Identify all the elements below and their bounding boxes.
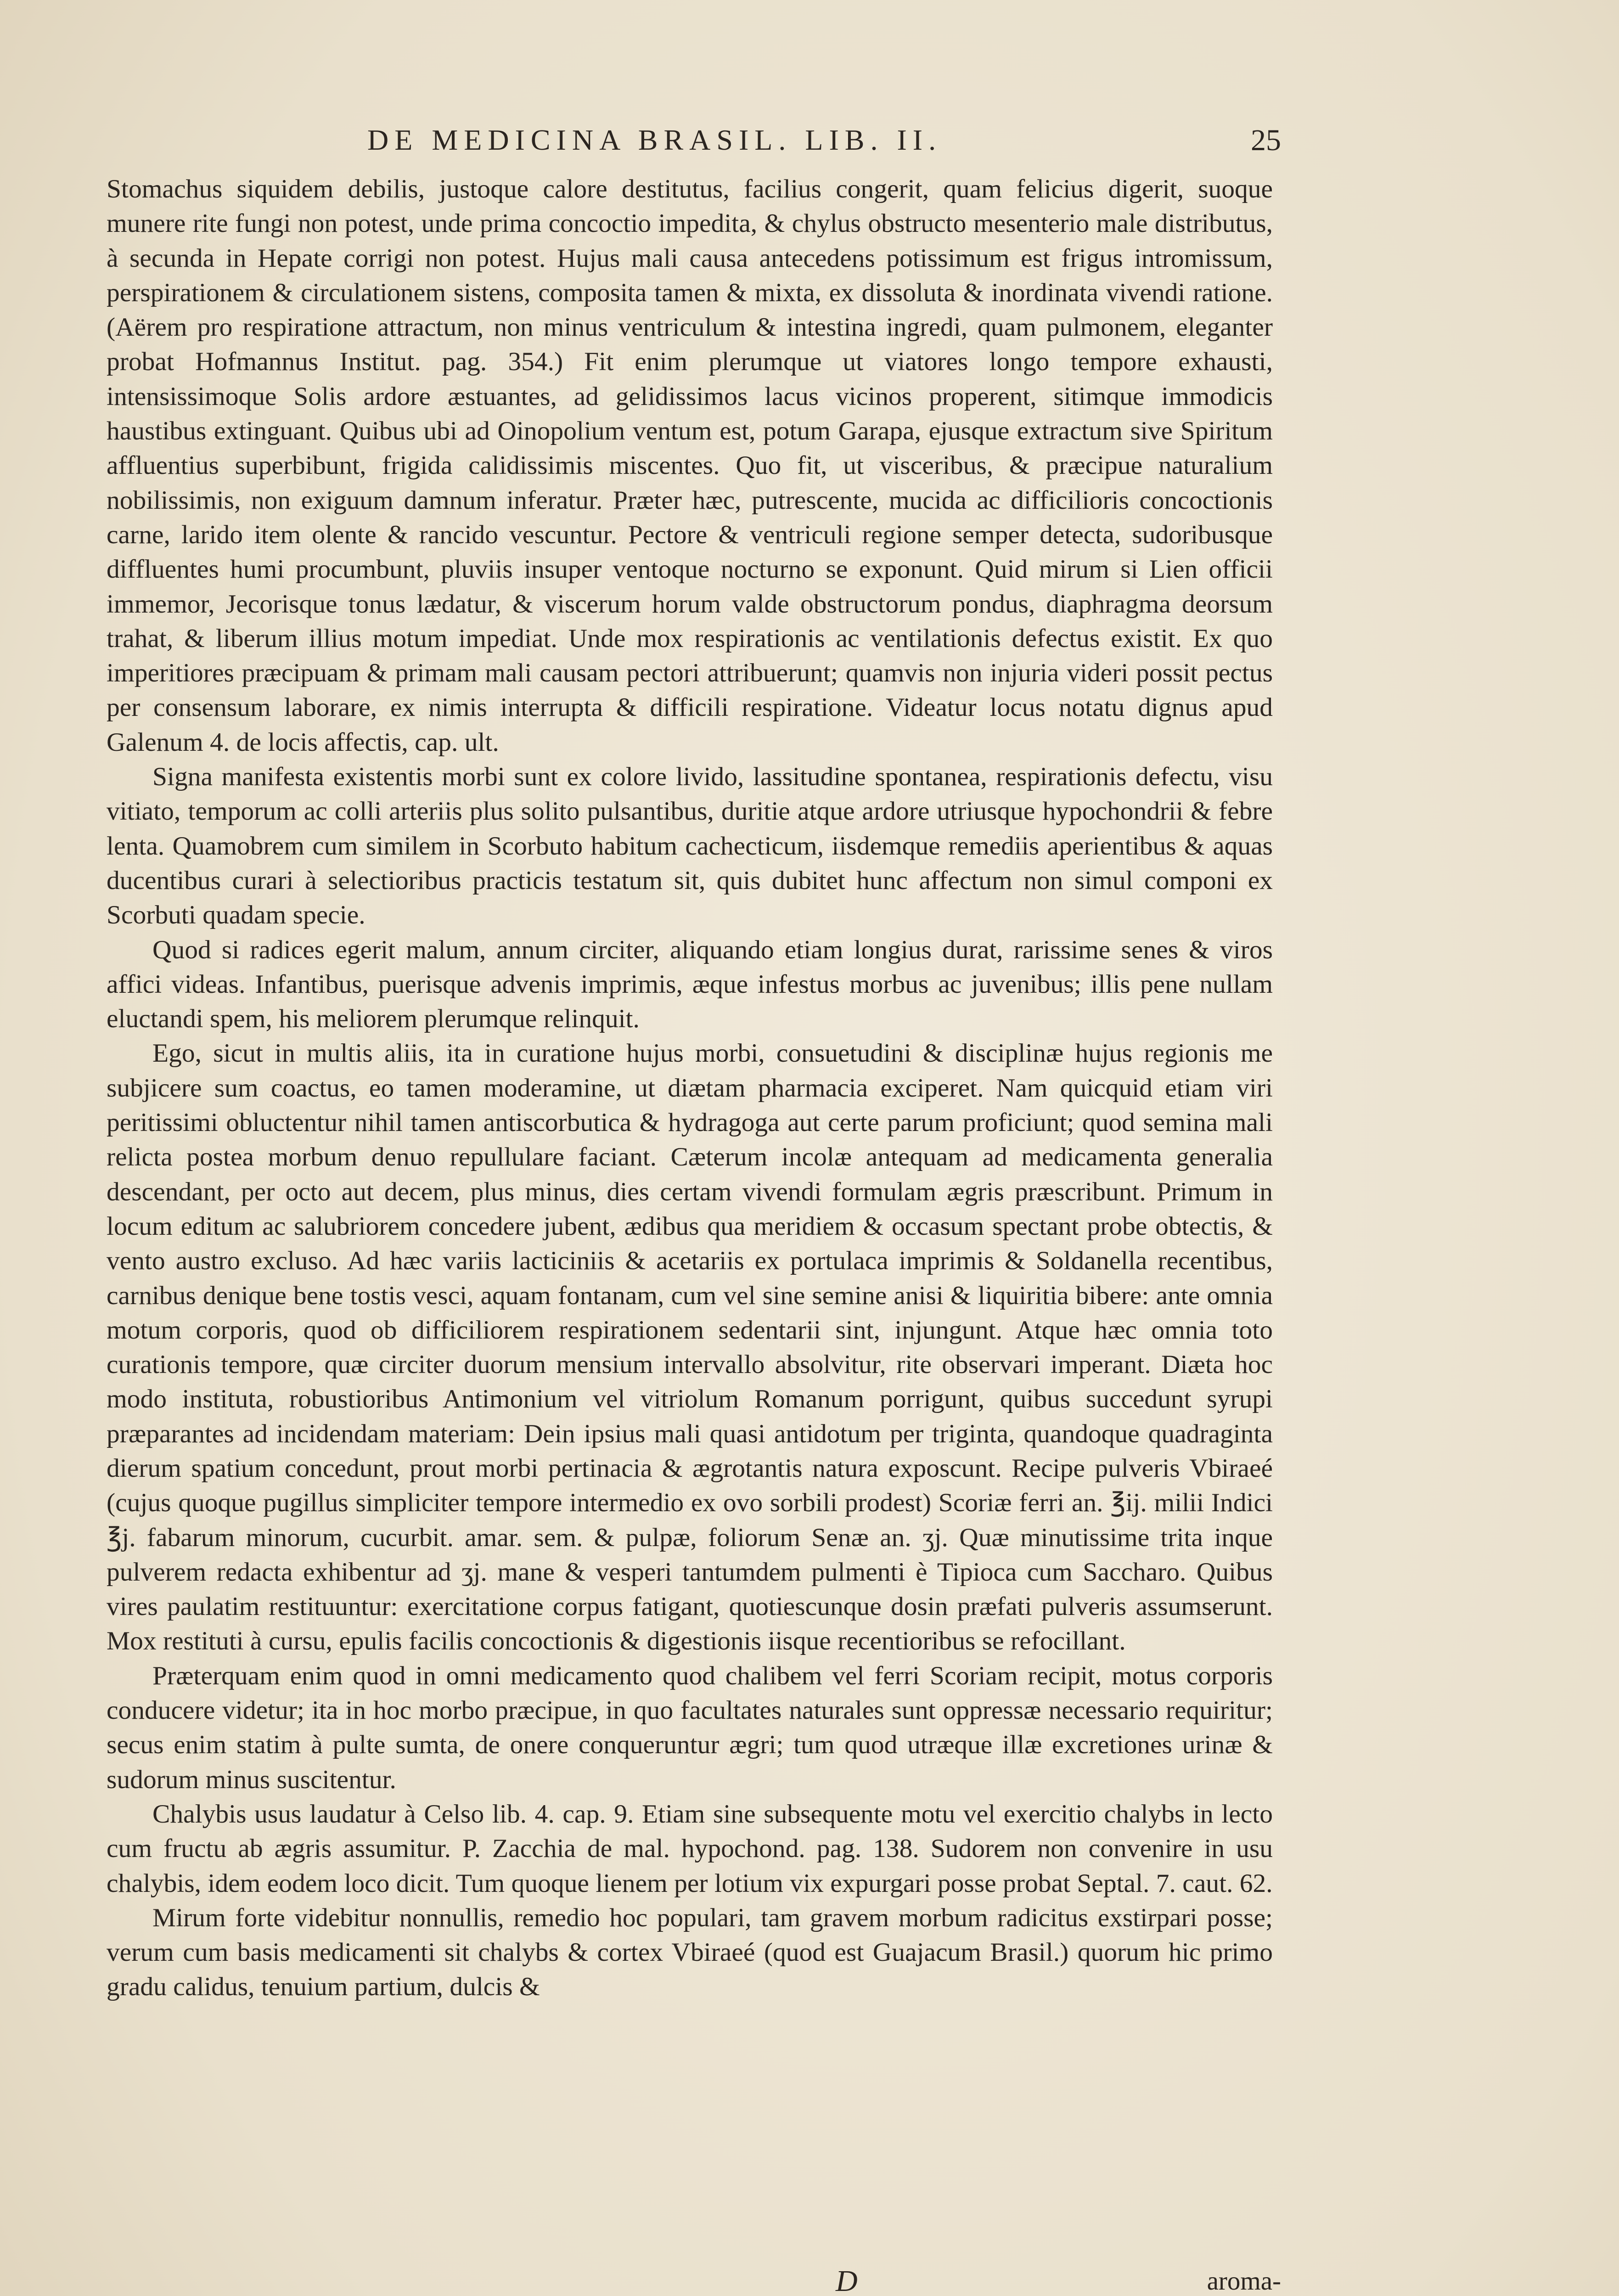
page-number: 25 bbox=[1251, 124, 1281, 157]
paragraph: Quod si radices egerit malum, annum circiter, aliquando etiam longius durat, rarissime senes & viros affici videas. Infantibus, puerisque advenis imprimis, æque infestus morbus ac juvenibus; illis pene nullam eluctandi spem, his meliorem plerumque relinquit. bbox=[107, 935, 1273, 1034]
running-head: DE MEDICINA BRASIL. LIB. II. bbox=[367, 124, 942, 156]
body-text bbox=[107, 172, 1273, 2004]
catchword: aroma- bbox=[1207, 2267, 1281, 2296]
paragraph: Chalybis usus laudatur à Celso lib. 4. cap. 9. Etiam sine subsequente motu vel exercitio chalybs in lecto cum fructu ab ægris assumitur. P. Zacchia de mal. hypochond. pag. 138. Sudorem non convenire in usu chalybis, idem eodem loco dicit. Tum quoque lienem per lotium vix expurgari posse probat Septal. 7. caut. 62. bbox=[107, 1799, 1273, 1898]
signature-mark: D bbox=[836, 2264, 858, 2296]
paragraph: Præterquam enim quod in omni medicamento quod chalibem vel ferri Scoriam recipit, motus corporis conducere videtur; ita in hoc morbo præcipue, in quo facultates naturales sunt oppressæ necessario requiritur; secus enim statim à pulte sumta, de onere conqueruntur ægri; tum quod utræque illæ excretiones urinæ & sudorum minus suscitentur. bbox=[107, 1661, 1273, 1794]
paragraph: Signa manifesta existentis morbi sunt ex colore livido, lassitudine spontanea, respirationis defectu, visu vitiato, temporum ac colli arteriis plus solito pulsantibus, duritie atque ardore utriusque hypochondrii & febre lenta. Quamobrem cum similem in Scorbuto habitum cachecticum, iisdemque remediis aperientibus & aquas ducentibus curari à selectioribus practicis testatum sit, quis dubitet hunc affectum non simul componi ex Scorbuti quadam specie. bbox=[107, 762, 1273, 930]
paragraph: Ego, sicut in multis aliis, ita in curatione hujus morbi, consuetudini & disciplinæ hujus regionis me subjicere sum coactus, eo tamen moderamine, ut diætam pharmacia exciperet. Nam quicquid etiam viri peritissimi obluctentur nihil tamen antiscorbutica & hydragoga aut certe parum proficiunt; quod semina mali relicta postea morbum denuo repullulare faciant. Cæterum incolæ antequam ad medicamenta generalia descendant, per octo aut decem, plus minus, dies certam vivendi formulam ægris præscribunt. Primum in locum editum ac salubriorem concedere jubent, ædibus qua meridiem & occasum spectant probe obtectis, & vento austro excluso. Ad hæc variis lacticiniis & acetariis ex portulaca imprimis & Soldanella recentibus, carnibus denique bene tostis vesci, aquam fontanam, cum vel sine semine anisi & liquiritia bibere: ante omnia motum corporis, quod ob difficiliorem respirationem sedentarii sint, injungunt. Atque hæc omnia toto curationis tempore, quæ circiter duorum mensium intervallo absolvitur, rite observari imperant. Diæta hoc modo instituta, robustioribus Antimonium vel vitriolum Romanum porrigunt, quibus succedunt syrupi præparantes ad incidendam materiam: Dein ipsius mali quasi antidotum per triginta, quandoque quadraginta dierum spatium concedunt, prout morbi pertinacia & ægrotantis natura exposcunt. Recipe pulveris Vbiraeé (cujus quoque pugillus simpliciter tempore intermedio ex ovo sorbili prodest) Scoriæ ferri an. ℥ij. milii Indici ℥j. fabarum minorum, cucurbit. amar. sem. & pulpæ, foliorum Senæ an. ʒj. Quæ minutissime trita inque pulverem redacta exhibentur ad ʒj. mane & vesperi tantumdem pulmenti è Tipioca cum Saccharo. Quibus vires paulatim restituuntur: exercitatione corpus fatigant, quotiescunque dosin præfati pulveris assumserunt. Mox restituti à cursu, epulis facilis concoctionis & digestionis iisque recentioribus se refocillant. bbox=[107, 1039, 1273, 1656]
paragraph: Stomachus siquidem debilis, justoque calore destitutus, facilius congerit, quam felicius digerit, suoque munere rite fungi non potest, unde prima concoctio impedita, & chylus obstructo mesenterio male distributus, à secunda in Hepate corrigi non potest. Hujus mali causa antecedens potissimum est frigus intromissum, perspirationem & circulationem sistens, composita tamen & mixta, ex dissoluta & inordinata vivendi ratione. (Aërem pro respiratione attractum, non minus ventriculum & intestina ingredi, quam pulmonem, eleganter probat Hofmannus Institut. pag. 354.) Fit enim plerumque ut viatores longo tempore exhausti, intensissimoque Solis ardore æstuantes, ad gelidissimos lacus vicinos properent, sitimque immodicis haustibus extinguant. Quibus ubi ad Oinopolium ventum est, potum Garapa, ejusque extractum sive Spiritum affluentius superbibunt, frigida calidissimis miscentes. Quo fit, ut visceribus, & præcipue naturalium nobilissimis, non exiguum damnum inferatur. Præter hæc, putrescente, mucida ac difficilioris concoctionis carne, larido item olente & rancido vescuntur. Pectore & ventriculi regione semper detecta, sudoribusque diffluentes humi procumbunt, pluviis insuper ventoque nocturno se exponunt. Quid mirum si Lien officii immemor, Jecorisque tonus lædatur, & viscerum horum valde obstructorum pondus, diaphragma deorsum trahat, & liberum illius motum impediat. Unde mox respirationis ac ventilationis defectus existit. Ex quo imperitiores præcipuam & primam mali causam pectori attribuerunt; quamvis non injuria videri possit pectus per consensum laborare, ex nimis interrupta & difficili respiratione. Videatur locus notatu dignus apud Galenum 4. de locis affectis, cap. ult. bbox=[107, 174, 1273, 757]
paragraph: Mirum forte videbitur nonnullis, remedio hoc populari, tam gravem morbum radicitus exstirpari posse; verum cum basis medicamenti sit chalybs & cortex Vbiraeé (quod est Guajacum Brasil.) quorum hic primo gradu calidus, tenuium partium, dulcis & bbox=[107, 1903, 1273, 2002]
